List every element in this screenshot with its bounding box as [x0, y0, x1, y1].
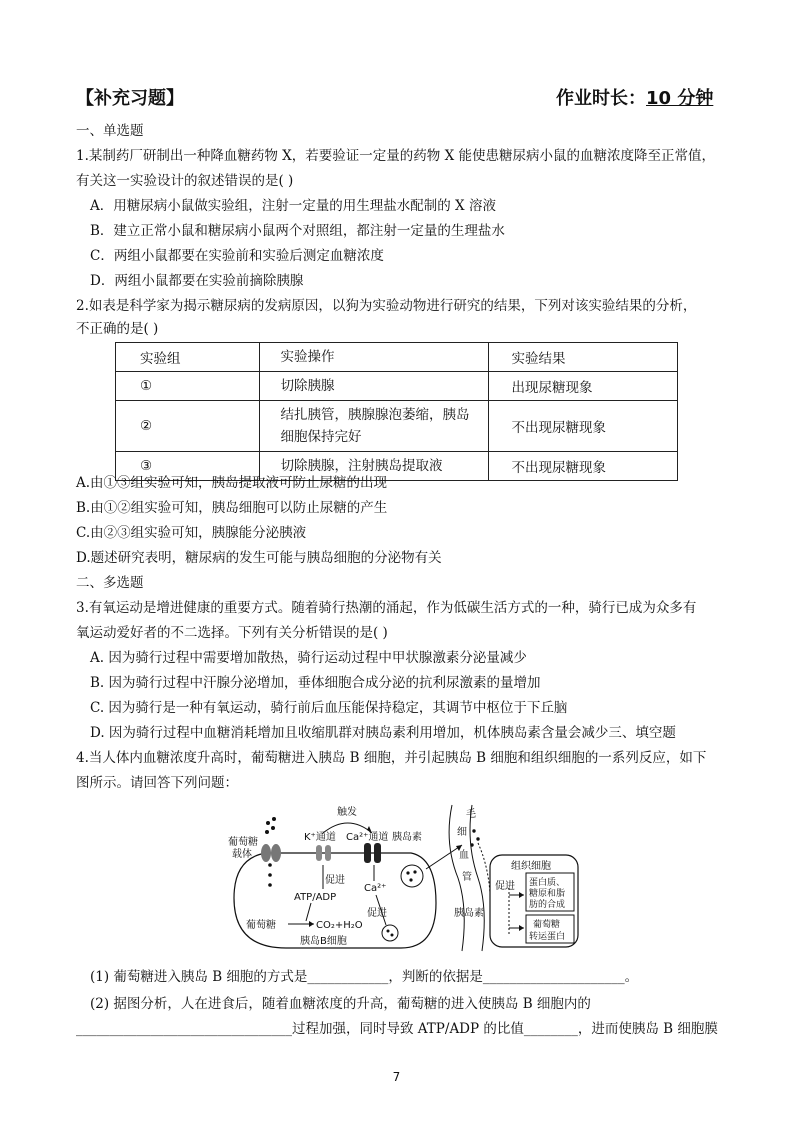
promote-label-2: 促进	[367, 908, 387, 919]
q3-option-d: D. 因为骑行过程中血糖消耗增加且收缩肌群对胰岛素利用增加，机体胰岛素含量会减少三、填空题	[90, 725, 676, 741]
q2-option-c: C.由②③组实验可知，胰腺能分泌胰液	[76, 525, 307, 541]
table-cell: ②	[116, 401, 260, 452]
q3-option-c: C. 因为骑行是一种有氧运动，骑行前后血压能保持稳定，其调节中枢位于下丘脑	[90, 700, 568, 716]
glucose-carrier-icon	[261, 844, 281, 862]
glucose-carrier-label-2: 载体	[232, 849, 252, 860]
glucose-label: 葡萄糖	[246, 920, 276, 931]
q1-stem-line1: 1.某制药厂研制出一种降血糖药物 X，若要验证一定量的药物 X 能使患糖尿病小鼠的血糖浓度降至正常值，	[76, 148, 715, 164]
q2-stem-line2: 不正确的是( )	[76, 321, 159, 337]
capillary-label-1: 毛	[466, 809, 476, 820]
q4-sub1: (1) 葡萄糖进入胰岛 B 细胞的方式是____________，判断的依据是_____________________。	[90, 969, 639, 985]
q2-option-d: D.题述研究表明，糖尿病的发生可能与胰岛细胞的分泌物有关	[76, 550, 442, 566]
table-cell: ①	[116, 372, 260, 401]
q1-stem-line2: 有关这一实验设计的叙述错误的是( )	[76, 173, 294, 189]
q2-stem-line1: 2.如表是科学家为揭示糖尿病的发病原因，以狗为实验动物进行研究的结果，下列对该实验结果的分析，	[76, 298, 697, 314]
q1-option-b: B．建立正常小鼠和糖尿病小鼠两个对照组，都注射一定量的生理盐水	[90, 223, 505, 239]
duration	[556, 84, 713, 110]
q4-stem-line1: 4.当人体内血糖浓度升高时，葡萄糖进入胰岛 B 细胞，并引起胰岛 B 细胞和组织细胞的一系列反应，如下	[76, 750, 707, 766]
ca-channel-label: Ca²⁺通道	[346, 832, 389, 843]
table-cell: 不出现尿糖现象	[489, 452, 678, 481]
page-title: 【补充习题】	[76, 88, 184, 109]
q1-option-c: C．两组小鼠都要在实验前和实验后测定血糖浓度	[90, 248, 384, 264]
ca-ion-label: Ca²⁺	[364, 883, 387, 894]
q3-option-b: B. 因为骑行过程中汗腺分泌增加，垂体细胞合成分泌的抗利尿激素的量增加	[90, 675, 541, 691]
synthesis-label-1: 蛋白质、	[529, 878, 566, 888]
synthesis-label-3: 肪的合成	[529, 900, 566, 910]
co2-h2o-label: CO₂+H₂O	[316, 920, 363, 931]
table-header-row	[116, 343, 678, 372]
insulin-label-mid: 胰岛素	[454, 908, 484, 919]
k-channel-label: K⁺通道	[304, 832, 336, 843]
duration-label: 作业时长：	[556, 88, 646, 109]
q4-sub2-line2: ________________________________过程加强，同时导致 ATP/ADP 的比值________，进而使胰岛 B 细胞膜	[76, 1021, 718, 1037]
synthesis-label-2: 糖原和脂	[529, 889, 566, 899]
table-cell: 结扎胰管，胰腺腺泡萎缩，胰岛细胞保持完好	[260, 401, 489, 452]
insulin-vesicle-icon	[401, 865, 423, 887]
q3-stem-line2: 氧运动爱好者的不二选择。下列有关分析错误的是( )	[76, 625, 388, 641]
table-row	[116, 401, 678, 452]
page-number: 7	[392, 1070, 401, 1084]
table-header: 实验组	[116, 343, 260, 372]
table-header: 实验操作	[260, 343, 489, 372]
experiment-table	[115, 342, 678, 481]
atp-adp-label: ATP/ADP	[294, 892, 337, 903]
table-cell: 切除胰腺，注射胰岛提取液	[260, 452, 489, 481]
tissue-cell-label: 组织细胞	[511, 861, 551, 872]
insulin-granule-icon	[382, 925, 398, 941]
insulin-secretion-diagram	[226, 803, 581, 953]
table-cell: ③	[116, 452, 260, 481]
table-header: 实验结果	[489, 343, 678, 372]
promote-label-1: 促进	[325, 875, 345, 886]
section-multi-choice: 二、多选题	[76, 575, 144, 591]
table-cell: 切除胰腺	[260, 372, 489, 401]
cell-name-label: 胰岛B细胞	[300, 936, 347, 947]
promote-label-3: 促进	[495, 881, 515, 892]
capillary-wall-right	[470, 805, 484, 951]
table-row	[116, 372, 678, 401]
q4-sub2-line1: (2) 据图分析，人在进食后，随着血糖浓度的升高，葡萄糖的进入使胰岛 B 细胞内的	[90, 996, 591, 1012]
q2-option-b: B.由①②组实验可知，胰岛细胞可以防止尿糖的产生	[76, 500, 388, 516]
q2-option-a: A.由①③组实验可知，胰岛提取液可防止尿糖的出现	[76, 475, 388, 491]
q1-option-d: D．两组小鼠都要在实验前摘除胰腺	[90, 273, 304, 289]
capillary-label-4: 管	[462, 872, 472, 883]
insulin-label-top: 胰岛素	[392, 832, 422, 843]
q3-option-a: A. 因为骑行过程中需要增加散热，骑行运动过程中甲状腺激素分泌量减少	[90, 650, 527, 666]
duration-value: 10 分钟	[646, 88, 714, 109]
q1-option-a: A．用糖尿病小鼠做实验组，注射一定量的用生理盐水配制的 X 溶液	[90, 198, 496, 214]
trigger-label: 触发	[337, 807, 357, 818]
transporter-label-2: 转运蛋白	[529, 932, 566, 942]
capillary-label-3: 血	[459, 850, 469, 861]
glucose-carrier-label-1: 葡萄糖	[228, 837, 258, 848]
section-single-choice: 一、单选题	[76, 123, 144, 139]
transporter-label-1: 葡萄糖	[533, 920, 561, 930]
table-cell: 不出现尿糖现象	[489, 401, 678, 452]
q4-stem-line2: 图所示。请回答下列问题：	[76, 775, 238, 791]
table-cell: 出现尿糖现象	[489, 372, 678, 401]
capillary-label-2: 细	[457, 827, 467, 838]
q3-stem-line1: 3.有氧运动是增进健康的重要方式。随着骑行热潮的涌起，作为低碳生活方式的一种，骑行已成为众多有	[76, 600, 697, 616]
